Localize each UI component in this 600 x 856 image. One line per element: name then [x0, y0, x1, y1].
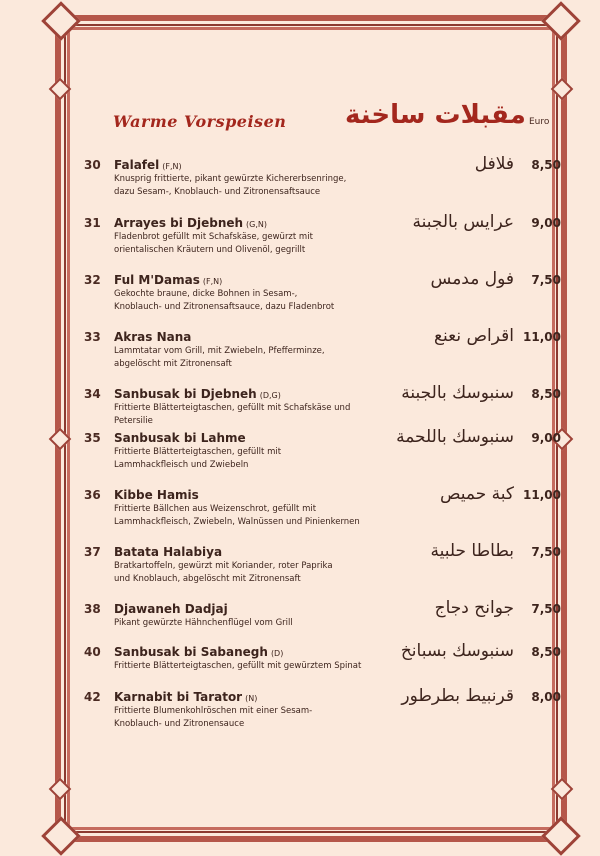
item-name-arabic: اقراص نعنع [433, 326, 514, 346]
section-title-arabic: مقبلات ساخنة [345, 100, 526, 130]
border-knot [551, 78, 574, 101]
item-description: Gekochte braune, dicke Bohnen in Sesam-, Knoblauch- und Zitronensaftsauce, dazu Fladenbrot [114, 289, 335, 312]
item-name-arabic: كبة حميص [439, 484, 514, 504]
allergen-tag: (D,G) [259, 391, 281, 400]
item-number: 31 [84, 216, 101, 230]
item-price: 11,00 [523, 330, 561, 344]
item-description: Knusprig frittierte, pikant gewürzte Kichererbsenringe, dazu Sesam-, Knoblauch- und Zitronensaftsauce [114, 174, 347, 197]
item-number: 37 [84, 545, 101, 559]
item-number: 32 [84, 273, 101, 287]
border-knot [551, 778, 574, 801]
item-price: 8,50 [531, 158, 561, 172]
allergen-tag: (F,N) [202, 277, 223, 286]
item-name: Arrayes bi Djebneh (G,N) [114, 216, 268, 230]
item-name-arabic: سنبوسك بالجبنة [401, 383, 514, 403]
item-name: Kibbe Hamis [114, 488, 199, 502]
corner-ornament [541, 816, 581, 856]
item-name-arabic: فلافل [474, 154, 514, 174]
item-name: Akras Nana [114, 330, 192, 344]
allergen-tag: (D) [270, 649, 284, 658]
section-title-german: Warme Vorspeisen [113, 112, 287, 131]
item-description: Frittierte Blätterteigtaschen, gefüllt mit gewürztem Spinat [114, 661, 362, 671]
item-name: Ful M'Damas (F,N) [114, 273, 223, 287]
item-name-arabic: قرنبيط بطرطور [401, 686, 514, 706]
item-price: 7,50 [531, 273, 561, 287]
item-description: Pikant gewürzte Hähnchenflügel vom Grill [114, 618, 293, 628]
item-price: 8,50 [531, 645, 561, 659]
item-price: 11,00 [523, 488, 561, 502]
item-name: Sanbusak bi Djebneh (D,G) [114, 387, 281, 401]
item-name-arabic: سنبوسك بسبانخ [400, 641, 514, 661]
allergen-tag: (N) [245, 694, 258, 703]
section-header [113, 100, 563, 140]
corner-ornament [41, 1, 81, 41]
item-number: 42 [84, 690, 101, 704]
item-name-arabic: بطاطا حلبية [430, 541, 514, 561]
item-number: 30 [84, 158, 101, 172]
item-price: 7,50 [531, 602, 561, 616]
item-number: 34 [84, 387, 101, 401]
item-name: Falafel (F,N) [114, 158, 182, 172]
allergen-tag: (G,N) [246, 220, 268, 229]
item-name-arabic: فول مدمس [430, 269, 514, 289]
item-description: Lammtatar vom Grill, mit Zwiebeln, Pfefferminze, abgelöscht mit Zitronensaft [114, 346, 325, 369]
item-description: Fladenbrot gefüllt mit Schafskäse, gewürzt mit orientalischen Kräutern und Olivenöl, gegrillt [114, 232, 313, 255]
item-name: Sanbusak bi Sabanegh (D) [114, 645, 284, 659]
item-price: 9,00 [531, 431, 561, 445]
item-number: 38 [84, 602, 101, 616]
currency-label: Euro [529, 117, 550, 127]
item-description: Frittierte Blumenkohlröschen mit einer Sesam- Knoblauch- und Zitronensauce [114, 706, 313, 729]
item-description: Frittierte Blätterteigtaschen, gefüllt mit Schafskäse und Petersilie [114, 403, 351, 426]
item-name: Batata Halabiya [114, 545, 223, 559]
item-description: Frittierte Blätterteigtaschen, gefüllt mit Lammhackfleisch und Zwiebeln [114, 447, 282, 470]
corner-ornament [541, 1, 581, 41]
border-knot [49, 428, 72, 451]
item-price: 7,50 [531, 545, 561, 559]
item-name-arabic: عرايس بالجبنة [412, 212, 514, 232]
item-name: Sanbusak bi Lahme [114, 431, 246, 445]
item-description: Bratkartoffeln, gewürzt mit Koriander, roter Paprika und Knoblauch, abgelöscht mit Zitronensaft [114, 561, 333, 584]
item-number: 36 [84, 488, 101, 502]
item-name: Karnabit bi Tarator (N) [114, 690, 258, 704]
item-name: Djawaneh Dadjaj [114, 602, 228, 616]
item-name-arabic: سنبوسك باللحمة [396, 427, 514, 447]
item-description: Frittierte Bällchen aus Weizenschrot, gefüllt mit Lammhackfleisch, Zwiebeln, Walnüssen und Pinienkernen [114, 504, 360, 527]
item-number: 35 [84, 431, 101, 445]
allergen-tag: (F,N) [162, 162, 182, 171]
item-number: 40 [84, 645, 101, 659]
item-price: 8,00 [531, 690, 561, 704]
item-name-arabic: جوانح دجاج [434, 598, 514, 618]
item-number: 33 [84, 330, 101, 344]
border-knot [49, 778, 72, 801]
item-price: 8,50 [531, 387, 561, 401]
border-knot [49, 78, 72, 101]
corner-ornament [41, 816, 81, 856]
item-price: 9,00 [531, 216, 561, 230]
